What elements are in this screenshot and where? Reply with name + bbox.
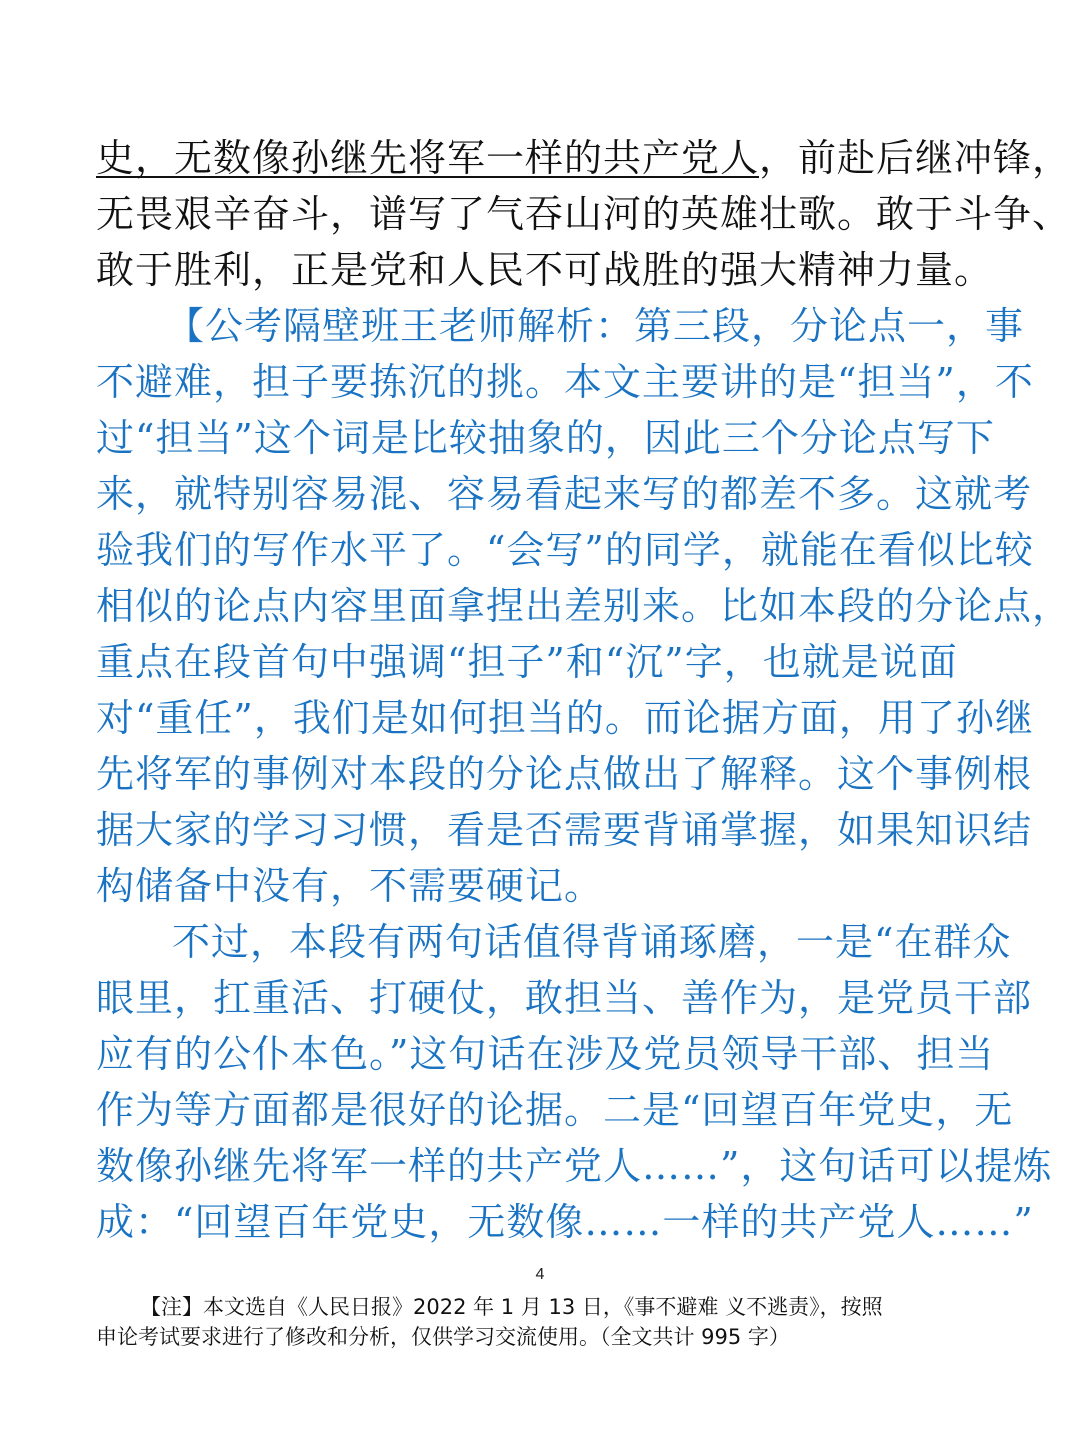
paragraph-line — [96, 130, 1072, 186]
analysis-line: 眼里，扛重活、打硬仗，敢担当、善作为，是党员干部 — [96, 976, 1033, 1020]
paragraph-line: 敢于胜利，正是党和人民不可战胜的强大精神力量。 — [96, 248, 994, 292]
analysis-line: 过“担当”这个词是比较抽象的，因此三个分论点写下 — [96, 416, 995, 460]
analysis-line: 相似的论点内容里面拿捏出差别来。比如本段的分论点， — [96, 584, 1072, 628]
page-number: 4 — [535, 1266, 545, 1283]
footnote — [96, 1292, 996, 1352]
underlined-phrase: 史，无数像孙继先将军一样的共产党人 — [96, 136, 760, 180]
analysis-line: 据大家的学习习惯，看是否需要背诵掌握，如果知识结 — [96, 808, 1033, 852]
analysis-line: 来，就特别容易混、容易看起来写的都差不多。这就考 — [96, 472, 1033, 516]
analysis-line: 验我们的写作水平了。“会写”的同学，就能在看似比较 — [96, 528, 1034, 572]
paragraph-line: 无畏艰辛奋斗，谱写了气吞山河的英雄壮歌。敢于斗争、 — [96, 192, 1072, 236]
analysis-line: 先将军的事例对本段的分论点做出了解释。这个事例根 — [96, 752, 1033, 796]
analysis-line: 不避难，担子要拣沉的挑。本文主要讲的是“担当”，不 — [96, 360, 1034, 404]
footnote-line: 【注】本文选自《人民日报》2022 年 1 月 13 日，《事不避难 义不逃责》，按照 — [140, 1295, 883, 1319]
analysis-line: 应有的公仆本色。”这句话在涉及党员领导干部、担当 — [96, 1032, 995, 1076]
analysis-line: 数像孙继先将军一样的共产党人……”，这句话可以提炼 — [96, 1144, 1053, 1188]
paragraph-text: ，前赴后继冲锋， — [759, 136, 1072, 180]
analysis-line: 【公考隔壁班王老师解析：第三段，分论点一，事 — [166, 304, 1025, 348]
analysis-line: 成：“回望百年党史，无数像……一样的共产党人……” — [96, 1200, 1034, 1244]
footnote-line: 申论考试要求进行了修改和分析，仅供学习交流使用。（全文共计 995 字） — [96, 1325, 790, 1349]
analysis-line: 重点在段首句中强调“担子”和“沉”字，也就是说面 — [96, 640, 958, 684]
analysis-line: 不过，本段有两句话值得背诵琢磨，一是“在群众 — [172, 920, 1012, 964]
analysis-line: 构储备中没有，不需要硬记。 — [96, 864, 604, 908]
body-text — [96, 130, 1072, 1250]
analysis-line: 作为等方面都是很好的论据。二是“回望百年党史，无 — [96, 1088, 1014, 1132]
analysis-line: 对“重任”，我们是如何担当的。而论据方面，用了孙继 — [96, 696, 1034, 740]
